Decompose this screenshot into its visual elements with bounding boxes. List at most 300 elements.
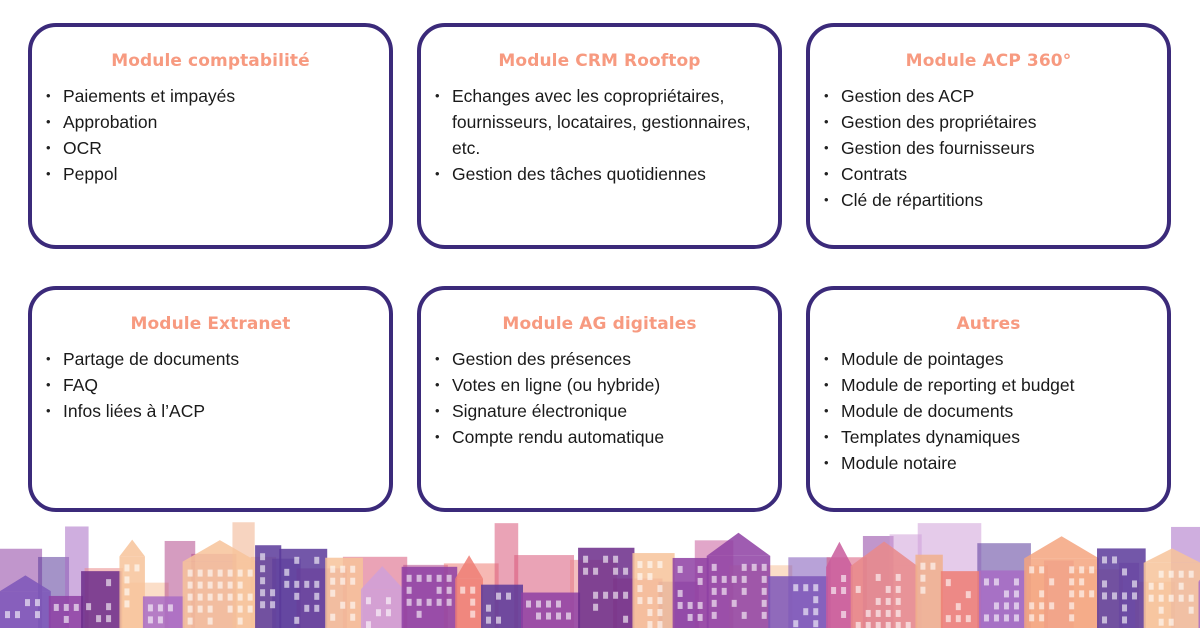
building-window	[946, 615, 951, 622]
building-window	[1112, 592, 1117, 599]
building-window	[1102, 616, 1107, 623]
building-window	[1069, 590, 1074, 597]
building-window	[556, 613, 561, 620]
building-window	[1149, 595, 1154, 602]
module-title: Module ACP 360°	[905, 51, 1072, 71]
building-window	[427, 599, 432, 606]
building-window	[1049, 602, 1054, 609]
building-window	[260, 553, 265, 560]
building-window	[496, 617, 501, 624]
building-window	[896, 586, 901, 593]
building-window	[106, 579, 111, 586]
building-window	[657, 561, 662, 568]
building-window	[270, 589, 275, 596]
building-window	[637, 585, 642, 592]
building-window	[350, 566, 355, 573]
building-window	[613, 592, 618, 599]
list-item: • Partage de documents	[46, 346, 375, 372]
building-window	[613, 568, 618, 575]
building-window	[238, 570, 243, 577]
building-window	[813, 608, 818, 615]
building-window	[188, 594, 193, 601]
building-window	[722, 588, 727, 595]
building-window	[124, 588, 129, 595]
building-window	[712, 576, 717, 583]
building-window	[603, 556, 608, 563]
building-window	[1169, 571, 1174, 578]
building-window	[920, 587, 925, 594]
building-window	[1004, 590, 1009, 597]
list-item: • Paiements et impayés	[46, 83, 375, 109]
building-window	[637, 561, 642, 568]
building-window	[906, 622, 911, 628]
building-window	[1079, 590, 1084, 597]
building-window	[994, 602, 999, 609]
list-item: • Gestion des propriétaires	[824, 109, 1153, 135]
building-window	[920, 575, 925, 582]
list-item: • Module notaire	[824, 450, 1153, 476]
building-window	[1089, 590, 1094, 597]
building-window	[407, 587, 412, 594]
building-window	[260, 589, 265, 596]
building-window	[1102, 556, 1107, 563]
building-window	[340, 578, 345, 585]
list-item: • Clé de répartitions	[824, 187, 1153, 213]
building-window	[732, 576, 737, 583]
building-window	[1122, 592, 1127, 599]
building-window	[437, 599, 442, 606]
building-window	[813, 620, 818, 627]
building-window	[1069, 578, 1074, 585]
building-window	[678, 590, 683, 597]
building-window	[208, 570, 213, 577]
building-window	[417, 611, 422, 618]
building-window	[96, 615, 101, 622]
building-window	[1039, 566, 1044, 573]
building-window	[946, 579, 951, 586]
building-window	[583, 568, 588, 575]
building-window	[966, 591, 971, 598]
list-item: • Templates dynamiques	[824, 424, 1153, 450]
building-window	[603, 592, 608, 599]
building-window	[218, 594, 223, 601]
building-window	[546, 613, 551, 620]
building-window	[437, 575, 442, 582]
building-window	[1039, 614, 1044, 621]
city-skyline-illustration	[0, 510, 1200, 628]
building-window	[876, 622, 881, 628]
building-window	[506, 593, 511, 600]
building-window	[593, 592, 598, 599]
building-window	[74, 604, 79, 611]
building-window	[148, 604, 153, 611]
building-window	[1004, 614, 1009, 621]
building-window	[876, 610, 881, 617]
building-window	[886, 598, 891, 605]
building-window	[248, 594, 253, 601]
module-card-acp360	[806, 23, 1171, 249]
building-window	[536, 613, 541, 620]
building-window	[106, 615, 111, 622]
building-window	[956, 615, 961, 622]
building-window	[447, 599, 452, 606]
building-window	[876, 598, 881, 605]
list-item: • FAQ	[46, 372, 375, 398]
building-window	[1179, 583, 1184, 590]
building-window	[698, 602, 703, 609]
building-window	[238, 606, 243, 613]
building-window	[447, 587, 452, 594]
building-window	[238, 582, 243, 589]
building-window	[813, 596, 818, 603]
building-window	[742, 588, 747, 595]
list-item: • OCR	[46, 135, 375, 161]
building-window	[198, 582, 203, 589]
building-window	[647, 597, 652, 604]
building-window	[330, 578, 335, 585]
building-window	[124, 576, 129, 583]
list-item: • Echanges avec les copropriétaires, fournisseurs, locataires, gestionnaires, etc.	[435, 83, 764, 161]
building-window	[1122, 616, 1127, 623]
module-card-crm	[417, 23, 782, 249]
building-window	[248, 570, 253, 577]
building-window	[25, 599, 30, 606]
building-window	[966, 615, 971, 622]
building-window	[1069, 602, 1074, 609]
building-window	[208, 618, 213, 625]
building-window	[1069, 566, 1074, 573]
building-front	[0, 591, 51, 628]
building-window	[330, 566, 335, 573]
list-item: • Votes en ligne (ou hybride)	[435, 372, 764, 398]
building-window	[386, 609, 391, 616]
building-window	[1159, 595, 1164, 602]
building-window	[930, 563, 935, 570]
building-window	[350, 614, 355, 621]
building-window	[54, 604, 59, 611]
building-window	[566, 613, 571, 620]
building-window	[896, 622, 901, 628]
building-window	[1159, 571, 1164, 578]
building-window	[198, 570, 203, 577]
feature-list	[46, 83, 375, 187]
building-window	[35, 611, 40, 618]
building-window	[984, 614, 989, 621]
building-window	[294, 617, 299, 624]
building-window	[188, 606, 193, 613]
building-window	[1132, 592, 1137, 599]
building-window	[188, 582, 193, 589]
building-window	[366, 621, 371, 628]
building-window	[698, 578, 703, 585]
building-window	[1159, 607, 1164, 614]
building-window	[1039, 602, 1044, 609]
building-window	[314, 581, 319, 588]
building-window	[270, 601, 275, 608]
list-item: • Gestion des fournisseurs	[824, 135, 1153, 161]
building-window	[688, 614, 693, 621]
building-window	[1079, 578, 1084, 585]
building-window	[64, 604, 69, 611]
building-window	[218, 582, 223, 589]
building-window	[1069, 614, 1074, 621]
module-card-autres	[806, 286, 1171, 512]
building-window	[124, 600, 129, 607]
building-window	[657, 621, 662, 628]
building-window	[762, 588, 767, 595]
building-window	[637, 573, 642, 580]
building-front	[826, 567, 853, 628]
building-window	[1189, 571, 1194, 578]
building-window	[350, 578, 355, 585]
building-window	[1014, 602, 1019, 609]
building-window	[1112, 556, 1117, 563]
list-item: • Gestion des ACP	[824, 83, 1153, 109]
building-window	[198, 606, 203, 613]
building-window	[793, 584, 798, 591]
building-window	[208, 606, 213, 613]
building-window	[486, 617, 491, 624]
building-window	[208, 594, 213, 601]
building-window	[447, 575, 452, 582]
building-window	[407, 575, 412, 582]
building-window	[188, 570, 193, 577]
building-window	[803, 608, 808, 615]
building-window	[856, 622, 861, 628]
building-window	[304, 605, 309, 612]
building-window	[1159, 619, 1164, 626]
building-window	[593, 604, 598, 611]
building-window	[813, 584, 818, 591]
building-window	[593, 568, 598, 575]
building-window	[5, 611, 10, 618]
building-window	[546, 601, 551, 608]
building-window	[1122, 568, 1127, 575]
module-card-extranet	[28, 286, 393, 512]
building-window	[238, 618, 243, 625]
building-roof	[1024, 536, 1099, 558]
building-window	[486, 605, 491, 612]
building-window	[470, 611, 475, 618]
building-window	[417, 575, 422, 582]
building-window	[366, 597, 371, 604]
building-window	[583, 556, 588, 563]
building-window	[158, 604, 163, 611]
module-title: Autres	[956, 314, 1021, 334]
building-window	[1189, 607, 1194, 614]
module-card-comptabilite	[28, 23, 393, 249]
building-window	[876, 574, 881, 581]
building-window	[831, 587, 836, 594]
building-window	[470, 599, 475, 606]
building-window	[623, 616, 628, 623]
building-window	[637, 597, 642, 604]
module-title: Module AG digitales	[502, 314, 697, 334]
building-window	[886, 622, 891, 628]
building-window	[1179, 571, 1184, 578]
building-front	[255, 545, 281, 628]
building-window	[15, 611, 20, 618]
building-window	[86, 603, 91, 610]
building-window	[1029, 566, 1034, 573]
building-window	[407, 599, 412, 606]
building-window	[742, 564, 747, 571]
building-window	[1169, 619, 1174, 626]
building-window	[698, 614, 703, 621]
feature-list	[46, 346, 375, 424]
building-window	[956, 603, 961, 610]
module-title: Module comptabilité	[111, 51, 310, 71]
building-window	[920, 563, 925, 570]
building-window	[1149, 583, 1154, 590]
list-item: • Infos liées à l’ACP	[46, 398, 375, 424]
building-window	[188, 618, 193, 625]
building-roof	[826, 542, 853, 567]
list-item: • Module de documents	[824, 398, 1153, 424]
building-window	[994, 578, 999, 585]
building-window	[536, 601, 541, 608]
building-window	[294, 557, 299, 564]
building-window	[340, 566, 345, 573]
building-window	[386, 597, 391, 604]
building-window	[896, 598, 901, 605]
building-window	[647, 621, 652, 628]
building-window	[722, 576, 727, 583]
building-window	[168, 604, 173, 611]
building-window	[1004, 602, 1009, 609]
building-window	[526, 601, 531, 608]
building-window	[314, 557, 319, 564]
building-window	[1049, 578, 1054, 585]
building-window	[712, 564, 717, 571]
building-front	[455, 579, 483, 628]
building-window	[106, 603, 111, 610]
building-window	[1029, 602, 1034, 609]
building-window	[284, 569, 289, 576]
building-window	[657, 597, 662, 604]
building-window	[647, 561, 652, 568]
building-window	[688, 602, 693, 609]
building-window	[712, 600, 717, 607]
building-window	[657, 609, 662, 616]
building-window	[556, 601, 561, 608]
building-window	[623, 568, 628, 575]
building-window	[1132, 580, 1137, 587]
feature-list	[824, 346, 1153, 476]
building-window	[208, 582, 213, 589]
list-item: • Gestion des présences	[435, 346, 764, 372]
building-window	[657, 585, 662, 592]
building-window	[994, 614, 999, 621]
building-window	[427, 575, 432, 582]
building-window	[460, 587, 465, 594]
building-window	[1179, 595, 1184, 602]
building-window	[1102, 592, 1107, 599]
module-title: Module CRM Rooftop	[498, 51, 701, 71]
building-window	[896, 574, 901, 581]
list-item: • Peppol	[46, 161, 375, 187]
building-window	[148, 616, 153, 623]
building-window	[198, 594, 203, 601]
building-window	[470, 587, 475, 594]
building-front	[915, 555, 942, 628]
building-window	[793, 620, 798, 627]
building-window	[678, 602, 683, 609]
building-window	[1189, 595, 1194, 602]
list-item: • Approbation	[46, 109, 375, 135]
building-window	[762, 600, 767, 607]
building-window	[248, 606, 253, 613]
list-item: • Contrats	[824, 161, 1153, 187]
building-window	[678, 566, 683, 573]
list-item: • Compte rendu automatique	[435, 424, 764, 450]
building-window	[1029, 614, 1034, 621]
building-window	[762, 564, 767, 571]
building-window	[304, 581, 309, 588]
feature-list	[824, 83, 1153, 213]
building-window	[1089, 566, 1094, 573]
building-window	[228, 582, 233, 589]
building-window	[866, 610, 871, 617]
building-window	[1122, 604, 1127, 611]
building-window	[1014, 614, 1019, 621]
building-window	[417, 599, 422, 606]
building-window	[376, 609, 381, 616]
building-window	[712, 612, 717, 619]
building-window	[732, 600, 737, 607]
building-front	[119, 556, 144, 628]
building-window	[350, 602, 355, 609]
building-window	[841, 611, 846, 618]
building-window	[124, 564, 129, 571]
building-window	[294, 593, 299, 600]
building-window	[1014, 578, 1019, 585]
building-window	[238, 594, 243, 601]
building-front	[81, 571, 121, 628]
building-window	[1159, 583, 1164, 590]
building-window	[496, 593, 501, 600]
list-item: • Signature électronique	[435, 398, 764, 424]
building-window	[158, 616, 163, 623]
building-window	[314, 593, 319, 600]
module-card-ag-digitales	[417, 286, 782, 512]
building-window	[742, 612, 747, 619]
building-window	[742, 576, 747, 583]
building-window	[647, 573, 652, 580]
building-window	[314, 605, 319, 612]
building-window	[866, 622, 871, 628]
building-window	[1014, 590, 1019, 597]
building-window	[218, 570, 223, 577]
building-window	[886, 610, 891, 617]
building-window	[260, 565, 265, 572]
building-window	[260, 577, 265, 584]
building-window	[330, 614, 335, 621]
building-window	[886, 586, 891, 593]
building-window	[340, 602, 345, 609]
list-item: • Gestion des tâches quotidiennes	[435, 161, 764, 187]
building-front	[49, 596, 83, 628]
building-window	[228, 594, 233, 601]
building-window	[294, 581, 299, 588]
building-window	[856, 586, 861, 593]
building-window	[260, 601, 265, 608]
feature-list	[435, 83, 764, 187]
building-window	[35, 599, 40, 606]
building-window	[64, 616, 69, 623]
building-window	[1079, 566, 1084, 573]
building-window	[613, 556, 618, 563]
